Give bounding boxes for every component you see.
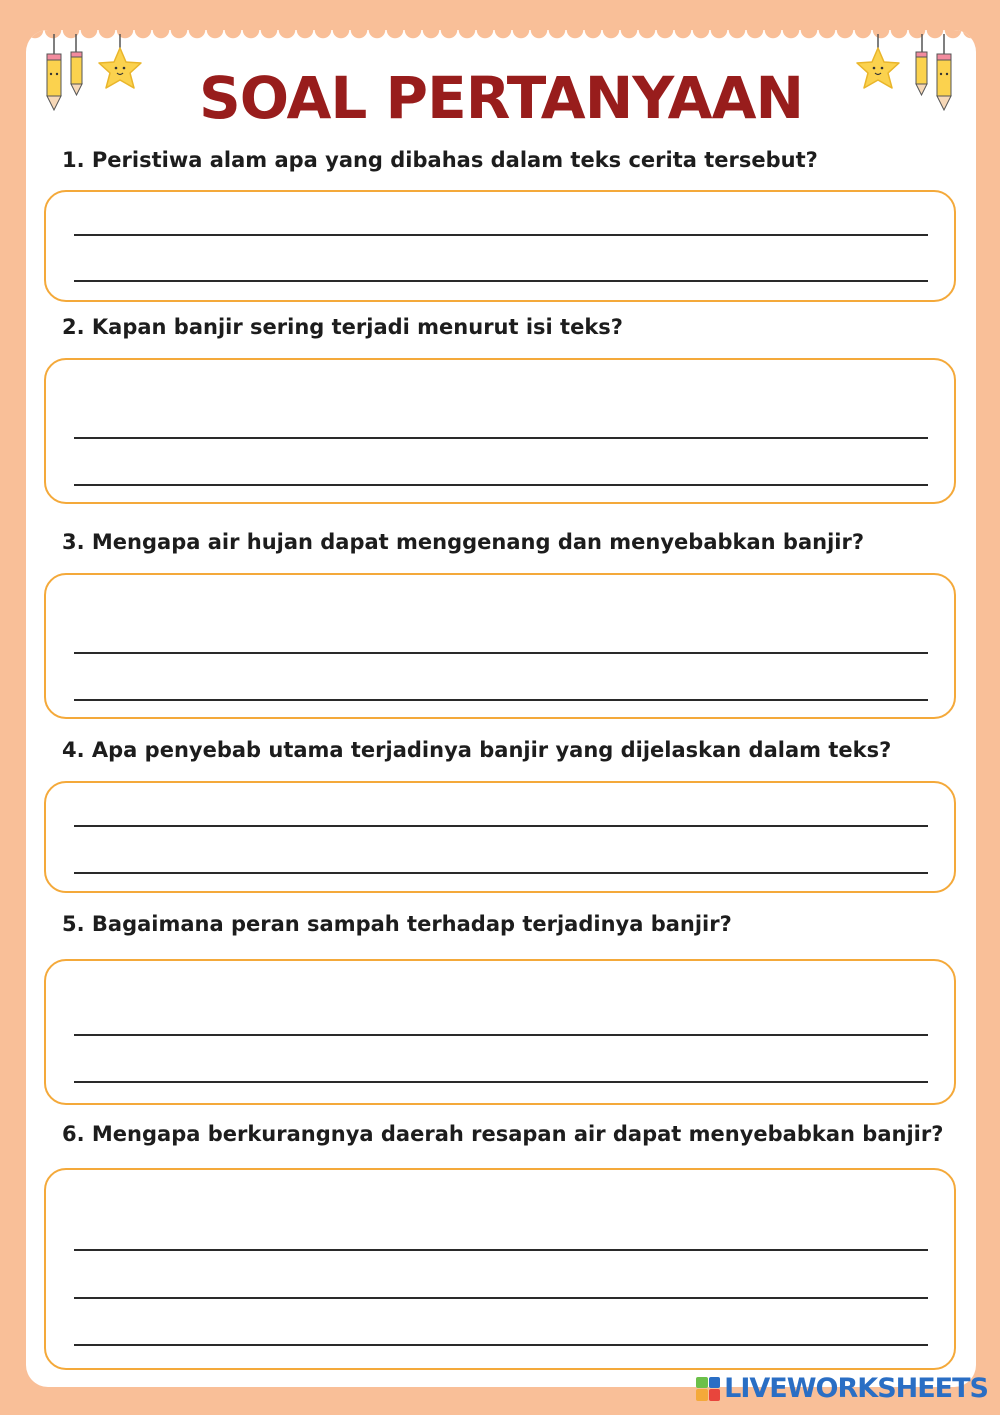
answer-box-1[interactable] <box>44 190 956 302</box>
answer-line <box>74 484 928 486</box>
answer-line <box>74 825 928 827</box>
answer-line <box>74 1034 928 1036</box>
question-4: 4. Apa penyebab utama terjadinya banjir yang dijelaskan dalam teks? <box>62 738 892 762</box>
question-2: 2. Kapan banjir sering terjadi menurut isi teks? <box>62 315 623 339</box>
answer-line <box>74 652 928 654</box>
question-6: 6. Mengapa berkurangnya daerah resapan air dapat menyebabkan banjir? <box>62 1122 944 1146</box>
answer-line <box>74 437 928 439</box>
answer-line <box>74 1344 928 1346</box>
answer-line <box>74 1297 928 1299</box>
answer-box-2[interactable] <box>44 358 956 504</box>
worksheet-sheet <box>26 30 976 1387</box>
answer-line <box>74 1081 928 1083</box>
answer-box-5[interactable] <box>44 959 956 1105</box>
answer-line <box>74 280 928 282</box>
answer-line <box>74 234 928 236</box>
question-3: 3. Mengapa air hujan dapat menggenang dan menyebabkan banjir? <box>62 530 865 554</box>
question-1: 1. Peristiwa alam apa yang dibahas dalam teks cerita tersebut? <box>62 148 818 172</box>
liveworksheets-logo-icon <box>696 1377 720 1401</box>
answer-line <box>74 872 928 874</box>
brand-name: LIVEWORKSHEETS <box>724 1373 988 1404</box>
answer-box-3[interactable] <box>44 573 956 719</box>
answer-line <box>74 1249 928 1251</box>
answer-line <box>74 699 928 701</box>
scalloped-edge <box>26 30 976 44</box>
page-title: SOAL PERTANYAAN <box>199 64 803 132</box>
answer-box-6[interactable] <box>44 1168 956 1370</box>
answer-box-4[interactable] <box>44 781 956 893</box>
question-5: 5. Bagaimana peran sampah terhadap terjadinya banjir? <box>62 912 732 936</box>
liveworksheets-brand[interactable] <box>696 1373 988 1404</box>
